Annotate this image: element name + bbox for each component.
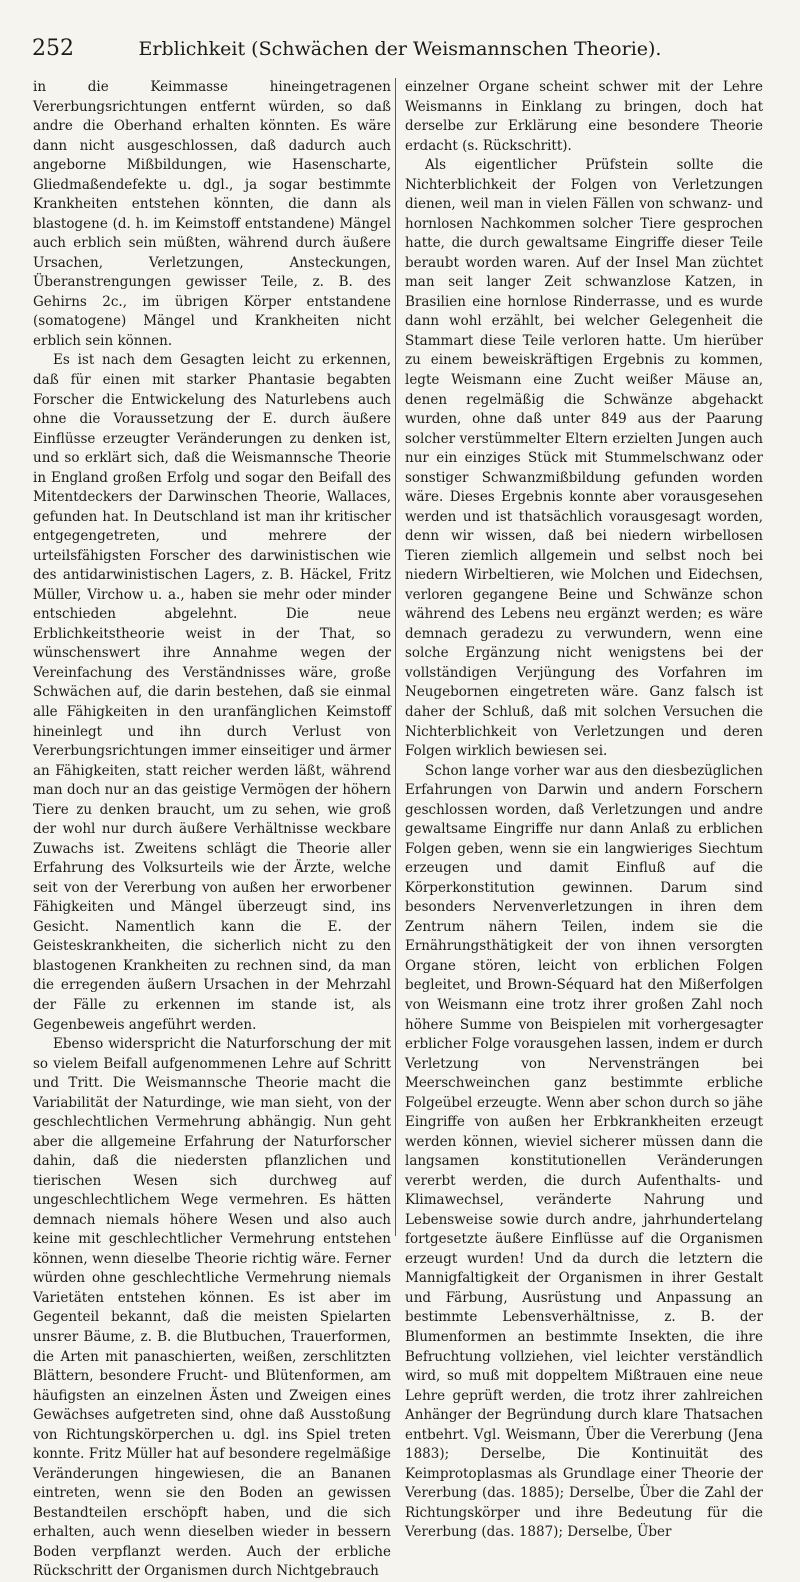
page-header xyxy=(32,36,768,66)
paragraph: in die Keimmasse hineingetragenen Vererbungsrichtungen entfernt würden, so daß andre die Oberhand erhalten könnten. Es wäre dann nicht ausgeschlossen, daß dadurch auch angeborne Mißbildungen, wie Hasenscharte, Gliedmaßendefekte u. dgl., ja sogar bestimmte Krankheiten entstehen könnten, die dann als blastogene (d. h. im Keimstoff entstandene) Mängel auch erblich sein müßten, während durch äußere Ursachen, Verletzungen, Ansteckungen, Überanstrengungen gewisser Teile, z. B. des Gehirns 2c., im übrigen Körper entstandene (somatogene) Mängel und Krankheiten nicht erblich sein können. xyxy=(33,79,391,349)
paragraph: einzelner Organe scheint schwer mit der Lehre Weismanns in Einklang zu bringen, doch hat derselbe zur Erklärung eine besondere Theorie erdacht (s. Rückschritt). xyxy=(405,79,763,154)
column-divider xyxy=(395,78,396,1236)
paragraph: Es ist nach dem Gesagten leicht zu erkennen, daß für einen mit starker Phantasie begabten Forscher die Entwickelung des Naturlebens auch ohne die Voraussetzung der E. durch äußere Einflüsse erzeugter Veränderungen zu denken ist, und so erklärt sich, daß die Weismannsche Theorie in England großen Erfolg und sogar den Beifall des Mitentdeckers der Darwinschen Theorie, Wallaces, gefunden hat. In Deutschland ist man ihr kritischer entgegengetreten, und mehrere der urteilsfähigsten Forscher des darwinistischen wie des antidarwinistischen Lagers, z. B. Häckel, Fritz Müller, Virchow u. a., haben sie mehr oder minder entschieden abgelehnt. Die neue Erblichkeitstheorie weist in der That, so wünschenswert ihre Annahme wegen der Vereinfachung des Verständnisses wäre, große Schwächen auf, die darin bestehen, daß sie einmal alle Fähigkeiten in den uranfänglichen Keimstoff hineinlegt und ihn durch Verlust von Vererbungsrichtungen immer einseitiger und ärmer an Fähigkeiten, statt reicher werden läßt, während man doch nur an das geistige Vermögen der höhern Tiere zu denken braucht, um zu sehen, wie groß der wohl nur durch äußere Verhältnisse weckbare Zuwachs ist. Zweitens schlägt die Theorie aller Erfahrung des Volksurteils wie der Ärzte, welche seit von der Vererbung von außen her erworbener Fähigkeiten und Mängel überzeugt sind, ins Gesicht. Namentlich kann die E. der Geisteskrankheiten, die sicherlich nicht zu den blastogenen Krankheiten zu rechnen sind, da man die erregenden äußern Ursachen in der Mehrzahl der Fälle zu erkennen im stande ist, als Gegenbeweis angeführt werden. xyxy=(33,352,391,1033)
right-column xyxy=(405,78,763,1543)
left-column xyxy=(33,78,391,1582)
running-title: Erblichkeit (Schwächen der Weismannschen Theorie). xyxy=(138,38,662,60)
paragraph: Schon lange vorher war aus den diesbezüglichen Erfahrungen von Darwin und andern Forschern geschlossen worden, daß Verletzungen und andre gewaltsame Eingriffe nur dann Anlaß zu erblichen Folgen geben, wenn sie ein langwieriges Siechtum erzeugen und damit Einfluß auf die Körperkonstitution gewinnen. Darum sind besonders Nervenverletzungen in ihren dem Zentrum nähern Teilen, indem sie die Ernährungsthätigkeit der von ihnen versorgten Organe stören, leicht von erblichen Folgen begleitet, und Brown-Séquard hat den Mißerfolgen von Weismann eine trotz ihrer großen Zahl noch höhere Summe von Beispielen mit vorhergesagter erblicher Folge vorausgehen lassen, indem er durch Verletzung von Nervensträngen bei Meerschweinchen ganz bestimmte erbliche Folgeübel erzeugte. Wenn aber schon durch so jähe Eingriffe von außen her Erbkrankheiten erzeugt werden können, wieviel sicherer müssen dann die langsamen konstitutionellen Veränderungen vererbt werden, die durch Aufenthalts- und Klimawechsel, veränderte Nahrung und Lebensweise sowie durch andre, jahrhundertelang fortgesetzte äußere Einflüsse auf die Organismen erzeugt wurden! Und da durch die letztern die Mannigfaltigkeit der Organismen in ihrer Gestalt und Färbung, Ausrüstung und Anpassung an bestimmte Lebensverhältnisse, z. B. der Blumenformen an bestimmte Insekten, die ihre Befruchtung vollziehen, viel leichter verständlich wird, so muß mit doppeltem Mißtrauen eine neue Lehre geprüft werden, die trotz ihrer zahlreichen Anhänger der Begründung durch klare Thatsachen entbehrt. Vgl. Weismann, Über die Vererbung (Jena 1883); Derselbe, Die Kontinuität des Keimprotoplasmas als Grundlage einer Theorie der Vererbung (das. 1885); Derselbe, Über die Zahl der Richtungskörper und ihre Bedeutung für die Vererbung (das. 1887); Derselbe, Über xyxy=(405,762,763,1541)
page-number: 252 xyxy=(32,36,74,61)
paragraph: Als eigentlicher Prüfstein sollte die Nichterblichkeit der Folgen von Verletzungen dienen, weil man in vielen Fällen von schwanz- und hornlosen Nachkommen solcher Tiere gesprochen hatte, die durch gewaltsame Eingriffe dieser Teile beraubt worden waren. Auf der Insel Man züchtet man seit langer Zeit schwanzlose Katzen, in Brasilien eine hornlose Rinderrasse, und es wurde dann wohl erzählt, bei welcher Gelegenheit die Stammart diese Teile verloren hatte. Um hierüber zu einem beweiskräftigen Ergebnis zu kommen, legte Weismann eine Zucht weißer Mäuse an, denen regelmäßig die Schwänze abgehackt wurden, ohne daß unter 849 aus der Paarung solcher verstümmelter Eltern erzielten Jungen auch nur ein einziges Stück mit Stummelschwanz oder sonstiger Schwanzmißbildung gefunden worden wäre. Dieses Ergebnis konnte aber vorausgesehen werden und ist thatsächlich vorausgesagt worden, denn wir wissen, daß bei niedern wirbellosen Tieren ziemlich allgemein und selbst noch bei niedern Wirbeltieren, wie Molchen und Eidechsen, verloren gegangene Beine und Schwänze schon während des Lebens neu ergänzt werden; es wäre demnach geradezu zu verwundern, wenn eine solche Ergänzung nicht wenigstens bei der vollständigen Verjüngung des Vorfahren im Neugebornen eingetreten wäre. Ganz falsch ist daher der Schluß, daß mit solchen Versuchen die Nichterblichkeit von Verletzungen und deren Folgen wirklich bewiesen sei. xyxy=(405,157,763,760)
paragraph: Ebenso widerspricht die Naturforschung der mit so vielem Beifall aufgenommenen Lehre auf Schritt und Tritt. Die Weismannsche Theorie macht die Variabilität der Naturdinge, wie man sieht, von der geschlechtlichen Vermehrung abhängig. Nun geht aber die allgemeine Erfahrung der Naturforscher dahin, daß die niedersten pflanzlichen und tierischen Wesen sich durchweg auf ungeschlechtlichem Wege vermehren. Es hätten demnach niemals höhere Wesen und also auch keine mit geschlechtlicher Vermehrung entstehen können, wenn dieselbe Theorie richtig wäre. Ferner würden ohne geschlechtliche Vermehrung niemals Varietäten entstehen können. Es ist aber im Gegenteil bekannt, daß die meisten Spielarten unsrer Bäume, z. B. die Blutbuchen, Trauerformen, die Arten mit panaschierten, weißen, zerschlitzten Blättern, besondere Frucht- und Blütenformen, am häufigsten an einzelnen Ästen und Zweigen eines Gewächses aufgetreten sind, ohne daß Ausstoßung von Richtungskörperchen u. dgl. ins Spiel treten konnte. Fritz Müller hat auf besondere regelmäßige Veränderungen hingewiesen, die an Bananen eintreten, wenn sie den Boden an gewissen Bestandteilen erschöpft haben, und die sich erhalten, auch wenn dieselben wieder in bessern Boden verpflanzt werden. Auch der erbliche Rückschritt der Organismen durch Nichtgebrauch xyxy=(33,1036,391,1580)
